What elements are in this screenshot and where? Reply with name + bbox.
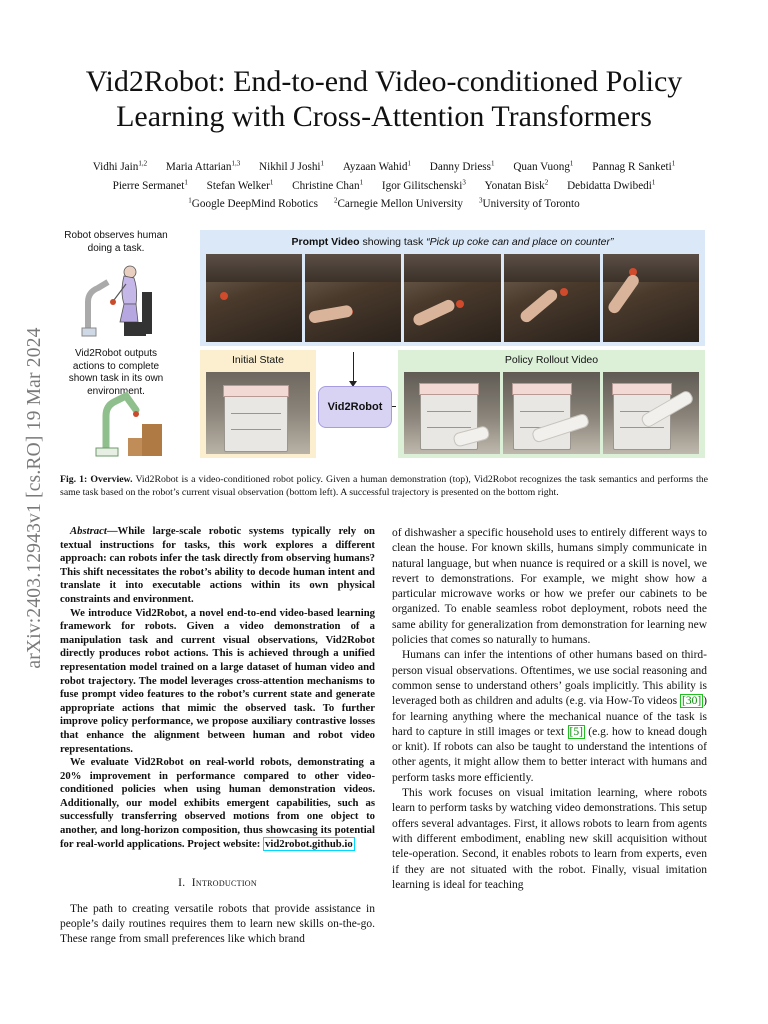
overview-figure bbox=[60, 226, 708, 462]
citation-link[interactable]: [5] bbox=[569, 725, 583, 738]
affiliations bbox=[60, 196, 708, 210]
author-name: Yonatan Bisk$^2$ bbox=[484, 178, 549, 193]
prompt-video-title: Prompt Video showing task “Pick up coke can and place on counter” bbox=[291, 236, 614, 248]
flow-arrow bbox=[353, 352, 354, 382]
author-name: Pierre Sermanet$^1$ bbox=[112, 178, 188, 193]
author-name: Quan Vuong$^1$ bbox=[513, 159, 574, 173]
initial-state-panel bbox=[200, 350, 316, 458]
policy-rollout-panel bbox=[398, 350, 705, 458]
prompt-frame bbox=[305, 254, 401, 342]
author-list bbox=[60, 155, 708, 194]
robot-illustration bbox=[88, 388, 168, 458]
paper-title: Vid2Robot: End-to-end Video-conditioned Policy Learning with Cross-Attention Transformers bbox=[85, 65, 683, 133]
left-column bbox=[60, 525, 375, 947]
author-name: Danny Driess$^1$ bbox=[429, 159, 495, 173]
rollout-frame bbox=[503, 372, 599, 454]
vid2robot-model-box: Vid2Robot bbox=[318, 386, 392, 428]
prompt-frame bbox=[603, 254, 699, 342]
affiliation: $^2$Carnegie Mellon University bbox=[333, 196, 463, 210]
intro-paragraph: This work focuses on visual imitation learning, where robots learn to perform tasks by watching video demonstrations. This setup offers several advantages. First, it allows robots to learn from agents with different embodiment, enabling new skill acquisition without tele-operation. Second, it enables robots to learn from experts, even if they are not situated with the robot. Finally, visual imitation learning is ideal for teaching bbox=[392, 787, 707, 891]
author-name: Stefan Welker$^1$ bbox=[206, 178, 274, 193]
initial-state-title: Initial State bbox=[232, 354, 284, 366]
author-name: Igor Gilitschenski$^3$ bbox=[381, 178, 466, 193]
author-name: Ayzaan Wahid$^1$ bbox=[342, 159, 411, 173]
section-heading: I. Introduction bbox=[178, 877, 257, 890]
figure-caption: Fig. 1: Overview. Vid2Robot is a video-conditioned robot policy. Given a human demonstration (top), Vid2Robot recognizes the task semantics and performs the same task based on the robot’s current visual observation (bottom left). A successful trajectory is presented on the bottom right. bbox=[60, 474, 709, 498]
citation-link[interactable]: [30] bbox=[681, 695, 702, 708]
human-robot-illustration bbox=[80, 262, 162, 340]
policy-rollout-title: Policy Rollout Video bbox=[504, 354, 599, 366]
author-name: Nikhil J Joshi$^1$ bbox=[259, 159, 325, 173]
initial-state-frame bbox=[206, 372, 310, 454]
project-website-link[interactable]: vid2robot.github.io bbox=[265, 837, 353, 850]
prompt-frame bbox=[504, 254, 600, 342]
abstract: Abstract—While large-scale robotic systems typically rely on textual instructions for tasks, this work explores a different approach: can robots infer the task directly from observing humans? This shift necessitates the robot’s ability to decode human intent and translate it into executable actions within its own physical constraints and environment. We introduce Vid2Robot, a novel end-to-end video-based learning framework for robots. Given a video demonstration of a manipulation task and current visual observations, Vid2Robot directly produces robot actions. This is achieved through a unified representation model trained on a large dataset of human video and robot trajectory. The model leverages cross-attention mechanisms to fuse prompt video features to the robot’s current state and generate appropriate actions that mimic the observed task. To further improve policy performance, we propose auxiliary contrastive losses that enhance the alignment between human and robot video representations. We evaluate Vid2Robot on real-world robots, demonstrating a 20% improvement in performance compared to other video-conditioned policies when using human demonstration videos. Additionally, our model exhibits emergent capabilities, such as successfully transferring observed motions from one object to another, and long-horizon composition, thus showcasing its potential for real-world applications. Project website: vid2robot.github.io bbox=[60, 525, 375, 850]
rollout-frame bbox=[603, 372, 699, 454]
robot-output-label: Vid2Robot outputs actions to complete shown task in its own environment. bbox=[68, 348, 164, 397]
affiliation: $^3$University of Toronto bbox=[478, 196, 580, 210]
author-name: Pannag R Sanketi$^1$ bbox=[592, 159, 676, 173]
intro-paragraph: of dishwasher a specific household uses to entirely different ways to clean the house. For known skills, humans simply communicate in natural language, but when nuance is required or a skill is novel, we revert to demonstrations. For example, we might show how a particular microwave works or how we prefer our cabinets to be organized. To enable seamless robot deployment, robots need the same ability for generalization from demonstration for learning new policies that comes so naturally to humans. bbox=[392, 527, 707, 647]
prompt-frame bbox=[404, 254, 500, 342]
intro-paragraph: Humans can infer the intentions of other humans based on third-person visual observations. Oftentimes, we use social reasoning and common sense to understand others’ goals implicitly. This ability is leveraged both as children and adults (e.g. via How-To videos [30] ) for learning anything where the mechanical nuance of the task is hard to capture in still images or text [5] (e.g. how to knead dough or knit). If robots can also be taught to understand the intentions of other agents, it might allow them to better interact with humans and perform tasks more efficiently. bbox=[392, 649, 707, 784]
prompt-video-panel bbox=[200, 230, 705, 346]
right-column bbox=[392, 526, 707, 893]
author-name: Maria Attarian$^{1,3}$ bbox=[165, 159, 241, 173]
prompt-frame bbox=[206, 254, 302, 342]
arxiv-identifier: arXiv:2403.12943v1 [cs.RO] 19 Mar 2024 bbox=[24, 327, 45, 669]
intro-paragraph: The path to creating versatile robots that provide assistance in people’s daily routines requires them to learn new skills on-the-go. These range from small preferences like which brand bbox=[60, 902, 375, 946]
author-name: Vidhi Jain$^{1,2}$ bbox=[92, 159, 148, 173]
affiliation: $^1$Google DeepMind Robotics bbox=[188, 196, 318, 210]
author-name: Christine Chan$^1$ bbox=[292, 178, 364, 193]
rollout-frame bbox=[404, 372, 500, 454]
human-observation-label: Robot observes human doing a task. bbox=[64, 230, 168, 254]
author-name: Debidatta Dwibedi$^1$ bbox=[567, 178, 656, 193]
